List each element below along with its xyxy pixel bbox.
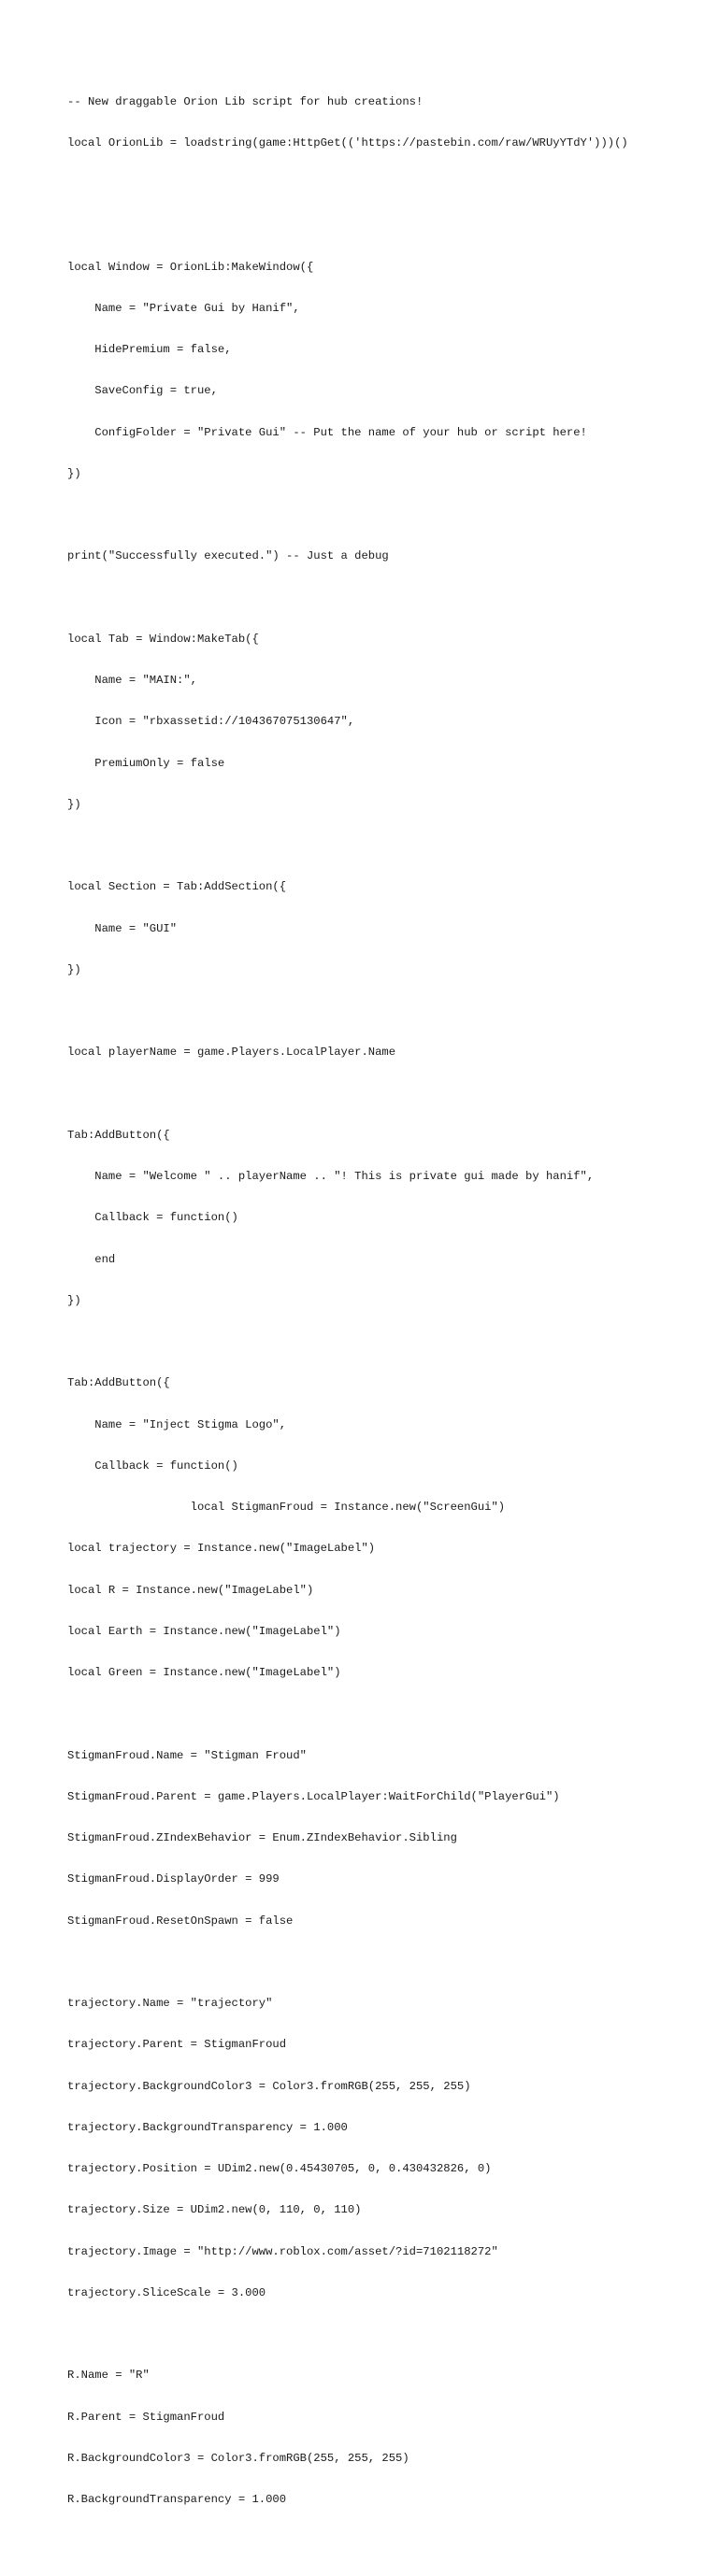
code-line-30: }) (67, 1293, 81, 1307)
code-line-47: trajectory.Name = "trajectory" (67, 1997, 273, 2010)
code-line-4 (67, 219, 703, 233)
code-line-9: ConfigFolder = "Private Gui" -- Put the name of your hub or script here! (67, 425, 587, 439)
code-line-22: }) (67, 962, 81, 976)
code-line-32: Tab:AddButton({ (67, 1376, 170, 1390)
code-line-5: local Window = OrionLib:MakeWindow({ (67, 260, 314, 274)
code-line-60 (67, 2534, 703, 2548)
code-line-20: local Section = Tab:AddSection({ (67, 880, 287, 894)
code-line-40 (67, 1707, 703, 1721)
code-line-39: local Green = Instance.new("ImageLabel") (67, 1666, 341, 1679)
code-line-27: Name = "Welcome " .. playerName .. "! This is private gui made by hanif", (67, 1170, 595, 1183)
code-line-42: StigmanFroud.Parent = game.Players.LocalPlayer:WaitForChild("PlayerGui") (67, 1789, 560, 1803)
code-line-57: R.Parent = StigmanFroud (67, 2410, 225, 2424)
code-line-16: Icon = "rbxassetid://104367075130647", (67, 715, 355, 729)
code-line-35: local StigmanFroud = Instance.new("ScreenGui") (67, 1501, 506, 1514)
code-line-23 (67, 1004, 703, 1018)
code-line-50: trajectory.BackgroundTransparency = 1.000 (67, 2120, 348, 2134)
code-line-25 (67, 1088, 703, 1102)
code-line-8: SaveConfig = true, (67, 384, 218, 398)
code-line-1: -- New draggable Orion Lib script for hub creations! (67, 94, 424, 108)
code-line-13 (67, 591, 703, 605)
code-line-49: trajectory.BackgroundColor3 = Color3.fromRGB(255, 255, 255) (67, 2079, 471, 2093)
code-line-52: trajectory.Size = UDim2.new(0, 110, 0, 110) (67, 2203, 362, 2217)
code-line-36: local trajectory = Instance.new("ImageLabel") (67, 1542, 376, 1556)
code-line-3 (67, 178, 703, 192)
code-line-24: local playerName = game.Players.LocalPlayer.Name (67, 1046, 396, 1060)
code-line-44: StigmanFroud.DisplayOrder = 999 (67, 1872, 280, 1886)
code-line-37: local R = Instance.new("ImageLabel") (67, 1583, 314, 1597)
code-line-26: Tab:AddButton({ (67, 1128, 170, 1142)
code-line-29: end (67, 1252, 116, 1266)
code-line-18: }) (67, 797, 81, 811)
code-line-34: Callback = function() (67, 1459, 238, 1473)
code-listing (67, 67, 703, 2576)
code-line-41: StigmanFroud.Name = "Stigman Froud" (67, 1748, 307, 1762)
code-line-56: R.Name = "R" (67, 2369, 150, 2383)
code-line-15: Name = "MAIN:", (67, 674, 197, 687)
code-line-2: local OrionLib = loadstring(game:HttpGet(('https://pastebin.com/raw/WRUyYTdY')))() (67, 135, 628, 149)
code-line-46 (67, 1956, 703, 1970)
code-line-21: Name = "GUI" (67, 921, 178, 935)
code-line-48: trajectory.Parent = StigmanFroud (67, 2038, 287, 2052)
code-line-7: HidePremium = false, (67, 343, 232, 356)
code-line-14: local Tab = Window:MakeTab({ (67, 632, 259, 646)
code-line-31 (67, 1335, 703, 1349)
code-line-55 (67, 2327, 703, 2341)
code-line-51: trajectory.Position = UDim2.new(0.45430705, 0, 0.430432826, 0) (67, 2162, 492, 2175)
code-line-10: }) (67, 466, 81, 480)
code-line-58: R.BackgroundColor3 = Color3.fromRGB(255, 255, 255) (67, 2451, 409, 2465)
code-line-6: Name = "Private Gui by Hanif", (67, 301, 300, 315)
code-line-19 (67, 839, 703, 853)
code-line-54: trajectory.SliceScale = 3.000 (67, 2285, 266, 2299)
code-line-17: PremiumOnly = false (67, 756, 225, 770)
code-line-43: StigmanFroud.ZIndexBehavior = Enum.ZIndexBehavior.Sibling (67, 1831, 457, 1844)
code-line-59: R.BackgroundTransparency = 1.000 (67, 2493, 287, 2506)
code-line-45: StigmanFroud.ResetOnSpawn = false (67, 1914, 294, 1928)
code-line-11 (67, 508, 703, 522)
code-line-33: Name = "Inject Stigma Logo", (67, 1417, 287, 1431)
code-line-28: Callback = function() (67, 1211, 238, 1225)
code-line-38: local Earth = Instance.new("ImageLabel") (67, 1624, 341, 1638)
code-line-12: print("Successfully executed.") -- Just a debug (67, 549, 389, 563)
code-line-53: trajectory.Image = "http://www.roblox.com/asset/?id=7102118272" (67, 2244, 498, 2258)
